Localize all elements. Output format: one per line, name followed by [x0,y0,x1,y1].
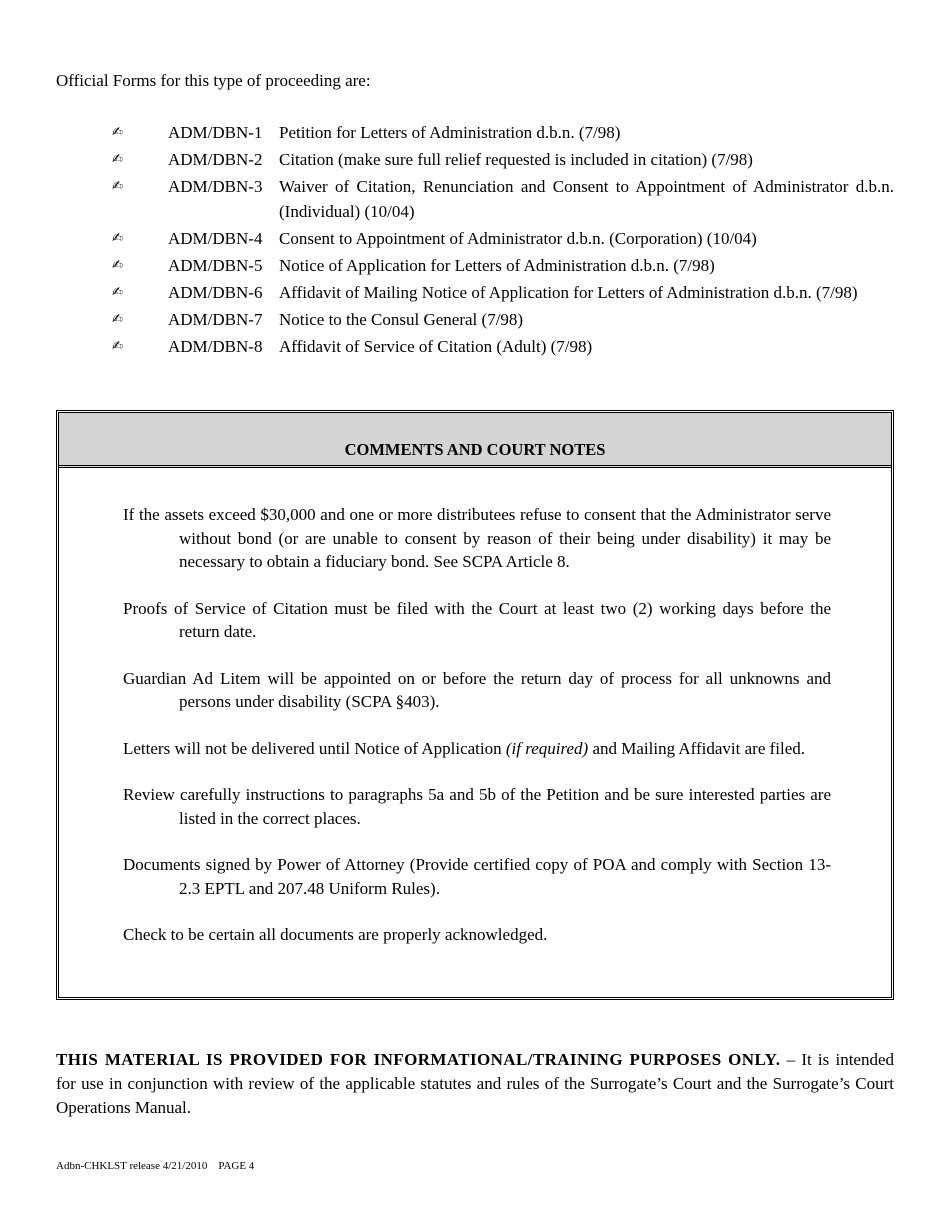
form-code: ADM/DBN-3 [168,177,263,196]
intro-text: Official Forms for this type of proceeding are: [56,71,371,90]
disclaimer-bold: THIS MATERIAL IS PROVIDED FOR INFORMATIONAL/TRAINING PURPOSES ONLY. [56,1050,781,1069]
page-footer: Adbn-CHKLST release 4/21/2010 PAGE 4 [56,1160,255,1172]
disclaimer-text: – It is intended for use in conjunction with review of the applicable statutes and rules of the Surrogate’s Court and the Surrogate’s Court Operations Manual. [56,1050,895,1117]
form-code: ADM/DBN-8 [168,337,263,356]
form-title: Notice of Application for Letters of Administration d.b.n. (7/98) [279,256,715,275]
forms-list [112,120,894,361]
writing-hand-icon: ✍ [112,312,123,327]
comments-box [56,410,894,1000]
disclaimer [56,1048,894,1120]
note-emphasis: (if required) [505,738,589,758]
comments-heading: COMMENTS AND COURT NOTES [344,440,606,459]
form-title: Affidavit of Service of Citation (Adult) (7/98) [279,337,593,356]
form-code: ADM/DBN-6 [168,283,263,302]
notes-list [123,503,831,970]
list-item [112,253,894,278]
form-title: Citation (make sure full relief requested is included in citation) (7/98) [279,150,753,169]
note-text: Letters will not be delivered until Notice of Application [123,738,506,758]
note-text: and Mailing Affidavit are filed. [588,738,806,758]
writing-hand-icon: ✍ [112,285,123,300]
note-item: If the assets exceed $30,000 and one or more distributees refuse to consent that the Administrator serve without bond (or are unable to consent by reason of their being under disability) it may be necessary to obtain a fiduciary bond. See SCPA Article 8. [123,505,831,571]
list-item [112,307,894,332]
form-code: ADM/DBN-1 [168,123,263,142]
form-title: Notice to the Consul General (7/98) [279,310,524,329]
form-title: Waiver of Citation, Renunciation and Consent to Appointment of Administrator d.b.n. (Individual) (10/04) [279,177,894,221]
list-item [112,226,894,251]
form-title: Affidavit of Mailing Notice of Application for Letters of Administration d.b.n. (7/98) [279,283,858,302]
writing-hand-icon: ✍ [112,152,123,167]
note-item: Documents signed by Power of Attorney (Provide certified copy of POA and comply with Section 13-2.3 EPTL and 207.48 Uniform Rules). [123,855,831,898]
form-code: ADM/DBN-4 [168,229,263,248]
writing-hand-icon: ✍ [112,125,123,140]
list-item [112,120,894,145]
note-item: Guardian Ad Litem will be appointed on or before the return day of process for all unknowns and persons under disability (SCPA §403). [123,668,831,711]
form-title: Consent to Appointment of Administrator d.b.n. (Corporation) (10/04) [279,229,757,248]
note-item: Proofs of Service of Citation must be filed with the Court at least two (2) working days before the return date. [123,598,831,641]
list-item [112,174,894,224]
comments-header [59,413,891,468]
note-item [123,737,831,761]
writing-hand-icon: ✍ [112,339,123,354]
list-item [112,147,894,172]
form-code: ADM/DBN-7 [168,310,263,329]
note-item: Check to be certain all documents are properly acknowledged. [123,925,548,944]
writing-hand-icon: ✍ [112,231,123,246]
writing-hand-icon: ✍ [112,179,123,194]
note-item: Review carefully instructions to paragraphs 5a and 5b of the Petition and be sure interested parties are listed in the correct places. [123,785,831,828]
form-code: ADM/DBN-2 [168,150,263,169]
writing-hand-icon: ✍ [112,258,123,273]
list-item [112,334,894,359]
form-code: ADM/DBN-5 [168,256,263,275]
form-title: Petition for Letters of Administration d.b.n. (7/98) [279,123,621,142]
list-item [112,280,894,305]
